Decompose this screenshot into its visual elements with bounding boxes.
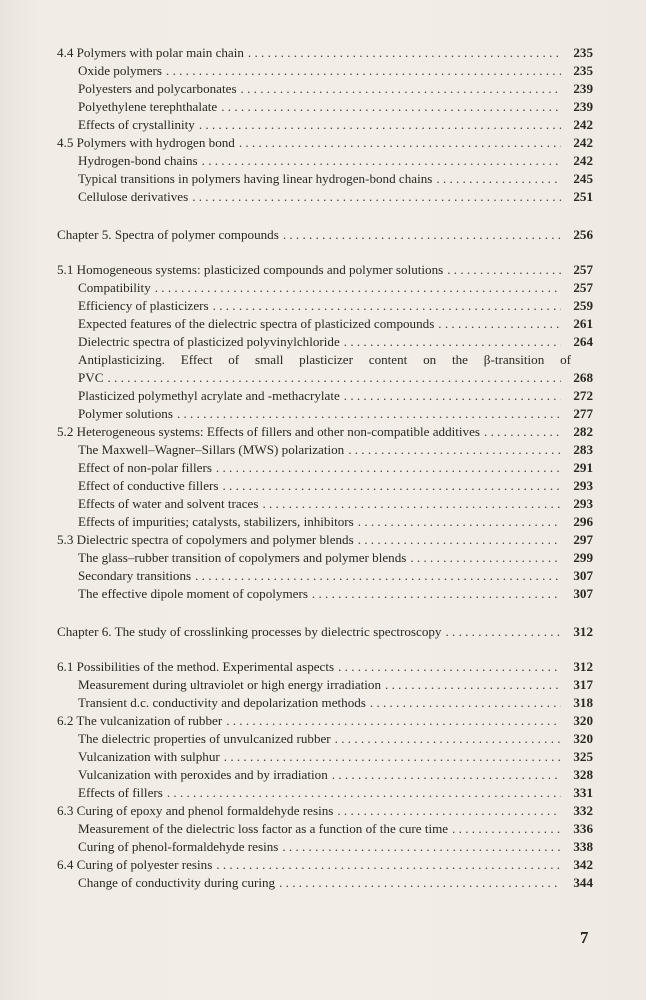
toc-entry: Transient d.c. conductivity and depolarization methods . . . 318 <box>57 694 593 712</box>
page-number: 7 <box>580 928 589 947</box>
toc-entry: Effects of crystallinity . . . 242 <box>57 116 593 134</box>
toc-entry: The glass–rubber transition of copolymers and polymer blends . . . 299 <box>57 549 593 567</box>
toc-entry: Effects of fillers . . . 331 <box>57 784 593 802</box>
toc-entry: Oxide polymers . . . 235 <box>57 62 593 80</box>
toc-entry: Efficiency of plasticizers . . . 259 <box>57 297 593 315</box>
toc-entry: Polyethylene terephthalate . . . 239 <box>57 98 593 116</box>
toc-entry: Measurement of the dielectric loss factor as a function of the cure time . . . 336 <box>57 820 593 838</box>
toc-section-6-3: 6.3 Curing of epoxy and phenol formaldehyde resins . . . 332 <box>57 802 593 820</box>
toc-section-5-2: 5.2 Heterogeneous systems: Effects of fillers and other non-compatible additives . . . 282 <box>57 423 593 441</box>
toc-entry: Vulcanization with peroxides and by irradiation . . . 328 <box>57 766 593 784</box>
toc-entry: Plasticized polymethyl acrylate and -methacrylate . . . 272 <box>57 387 593 405</box>
toc-entry: Polyesters and polycarbonates . . . 239 <box>57 80 593 98</box>
toc-entry: Hydrogen-bond chains . . . 242 <box>57 152 593 170</box>
toc-entry: The dielectric properties of unvulcanized rubber . . . 320 <box>57 730 593 748</box>
toc-entry: Dielectric spectra of plasticized polyvinylchloride . . . 264 <box>57 333 593 351</box>
toc-section-6-1: 6.1 Possibilities of the method. Experimental aspects . . . 312 <box>57 658 593 676</box>
toc-chapter-5: Chapter 5. Spectra of polymer compounds . . . 256 <box>57 226 593 244</box>
toc-entry: Change of conductivity during curing . . . 344 <box>57 874 593 892</box>
toc-entry: Effect of non-polar fillers . . . 291 <box>57 459 593 477</box>
toc-entry: Expected features of the dielectric spectra of plasticized compounds . . . 261 <box>57 315 593 333</box>
toc-entry: The effective dipole moment of copolymers . . . 307 <box>57 585 593 603</box>
toc-section-5-1: 5.1 Homogeneous systems: plasticized compounds and polymer solutions . . . 257 <box>57 261 593 279</box>
toc-section-4-4: 4.4 Polymers with polar main chain . . . 235 <box>57 44 593 62</box>
toc-entry: Secondary transitions . . . 307 <box>57 567 593 585</box>
toc-section-4-5: 4.5 Polymers with hydrogen bond . . . 242 <box>57 134 593 152</box>
toc-entry: The Maxwell–Wagner–Sillars (MWS) polarization . . . 283 <box>57 441 593 459</box>
toc-chapter-6: Chapter 6. The study of crosslinking processes by dielectric spectroscopy . . . 312 <box>57 623 593 641</box>
toc-entry: Compatibility . . . 257 <box>57 279 593 297</box>
toc-entry: Vulcanization with sulphur . . . 325 <box>57 748 593 766</box>
toc-section-6-4: 6.4 Curing of polyester resins . . . 342 <box>57 856 593 874</box>
toc-entry: Effects of impurities; catalysts, stabilizers, inhibitors . . . 296 <box>57 513 593 531</box>
toc-entry: Cellulose derivatives . . . 251 <box>57 188 593 206</box>
toc-entry: Polymer solutions . . . 277 <box>57 405 593 423</box>
toc-section-5-3: 5.3 Dielectric spectra of copolymers and polymer blends . . . 297 <box>57 531 593 549</box>
toc-section-6-2: 6.2 The vulcanization of rubber . . . 320 <box>57 712 593 730</box>
toc-entry-continuation: PVC . . . 268 <box>57 369 593 387</box>
toc-entry: Effect of conductive fillers . . . 293 <box>57 477 593 495</box>
table-of-contents <box>57 44 593 892</box>
toc-entry: Effects of water and solvent traces . . . 293 <box>57 495 593 513</box>
toc-entry: Measurement during ultraviolet or high energy irradiation . . . 317 <box>57 676 593 694</box>
toc-entry: Typical transitions in polymers having linear hydrogen-bond chains . . . 245 <box>57 170 593 188</box>
toc-entry: Curing of phenol-formaldehyde resins . . . 338 <box>57 838 593 856</box>
toc-entry-wrapped: Antiplasticizing. Effect of small plasticizer content on the β-transition of <box>78 352 571 367</box>
